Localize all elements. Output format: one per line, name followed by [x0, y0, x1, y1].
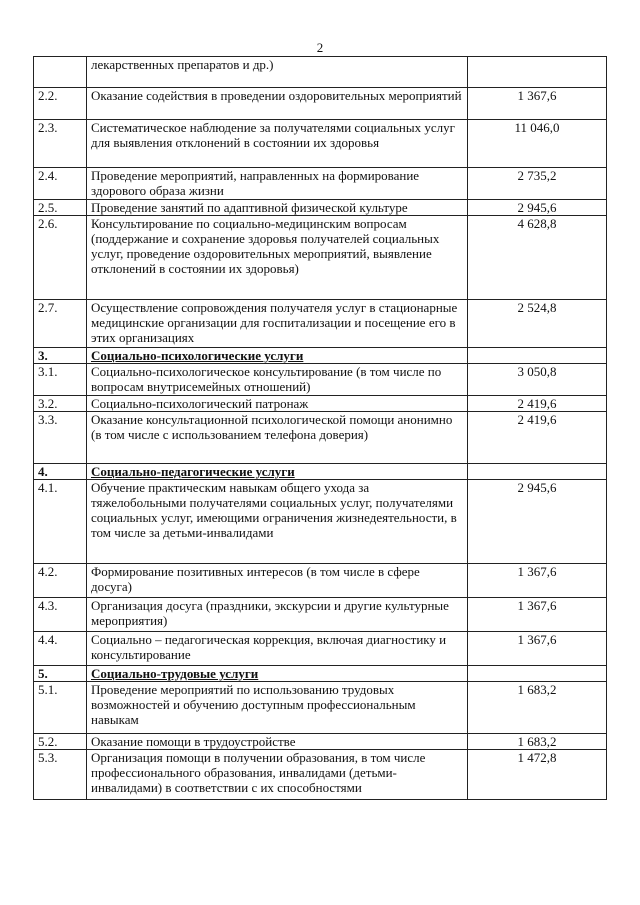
- service-price: 2 524,8: [468, 300, 607, 348]
- table-body: [34, 57, 607, 800]
- row-number: 3.2.: [34, 396, 87, 412]
- service-description: Организация досуга (праздники, экскурсии и другие культурные мероприятия): [87, 598, 468, 632]
- row-number: 3.1.: [34, 364, 87, 396]
- service-description: Оказание помощи в трудоустройстве: [87, 734, 468, 750]
- table-row: [34, 216, 607, 300]
- row-number: 4.4.: [34, 632, 87, 666]
- service-price: 1 683,2: [468, 682, 607, 734]
- row-number: 3.: [34, 348, 87, 364]
- service-description: лекарственных препаратов и др.): [87, 57, 468, 88]
- row-number: 5.: [34, 666, 87, 682]
- table-row: [34, 480, 607, 564]
- service-price: 1 367,6: [468, 88, 607, 120]
- table-row: [34, 200, 607, 216]
- row-number: 3.3.: [34, 412, 87, 464]
- row-number: 4.: [34, 464, 87, 480]
- service-description: Социально-трудовые услуги: [87, 666, 468, 682]
- row-number: 2.5.: [34, 200, 87, 216]
- service-price: [468, 348, 607, 364]
- table-row: [34, 750, 607, 800]
- service-price: 2 945,6: [468, 200, 607, 216]
- row-number: 2.6.: [34, 216, 87, 300]
- service-description: Проведение мероприятий по использованию трудовых возможностей и обучению доступным профессиональным навыкам: [87, 682, 468, 734]
- service-price: 4 628,8: [468, 216, 607, 300]
- row-number: 4.1.: [34, 480, 87, 564]
- section-header-row: [34, 464, 607, 480]
- table-row: [34, 632, 607, 666]
- service-price: 1 367,6: [468, 632, 607, 666]
- service-price: 2 419,6: [468, 412, 607, 464]
- row-number: 2.7.: [34, 300, 87, 348]
- service-price: [468, 57, 607, 88]
- service-price: 2 945,6: [468, 480, 607, 564]
- service-description: Социально-психологический патронаж: [87, 396, 468, 412]
- service-price: 2 419,6: [468, 396, 607, 412]
- row-number: 4.2.: [34, 564, 87, 598]
- service-description: Социально-психологические услуги: [87, 348, 468, 364]
- service-description: Социально-психологическое консультирование (в том числе по вопросам внутрисемейных отношений): [87, 364, 468, 396]
- section-header-row: [34, 348, 607, 364]
- row-number: 5.1.: [34, 682, 87, 734]
- service-description: Социально-педагогические услуги: [87, 464, 468, 480]
- table-row: [34, 364, 607, 396]
- service-price: [468, 464, 607, 480]
- table-row: [34, 564, 607, 598]
- service-price: 1 683,2: [468, 734, 607, 750]
- table-row: [34, 412, 607, 464]
- row-number: 2.4.: [34, 168, 87, 200]
- service-description: Организация помощи в получении образования, в том числе профессионального образования, инвалидами (детьми-инвалидами) в соответствии с их способностями: [87, 750, 468, 800]
- table-row: [34, 120, 607, 168]
- service-description: Проведение мероприятий, направленных на формирование здорового образа жизни: [87, 168, 468, 200]
- row-number: 4.3.: [34, 598, 87, 632]
- service-description: Формирование позитивных интересов (в том числе в сфере досуга): [87, 564, 468, 598]
- service-price: 2 735,2: [468, 168, 607, 200]
- table-row: [34, 168, 607, 200]
- service-description: Систематическое наблюдение за получателями социальных услуг для выявления отклонений в состоянии их здоровья: [87, 120, 468, 168]
- table-row: [34, 682, 607, 734]
- table-row: [34, 598, 607, 632]
- table-row: [34, 300, 607, 348]
- page-number: 2: [316, 40, 324, 55]
- service-description: Социально – педагогическая коррекция, включая диагностику и консультирование: [87, 632, 468, 666]
- table-row: [34, 734, 607, 750]
- service-description: Оказание содействия в проведении оздоровительных мероприятий: [87, 88, 468, 120]
- service-description: Осуществление сопровождения получателя услуг в стационарные медицинские организации для госпитализации и посещение его в этих организациях: [87, 300, 468, 348]
- service-description: Проведение занятий по адаптивной физической культуре: [87, 200, 468, 216]
- service-price: 1 472,8: [468, 750, 607, 800]
- service-price: [468, 666, 607, 682]
- table-row: [34, 57, 607, 88]
- service-price: 11 046,0: [468, 120, 607, 168]
- service-price: 1 367,6: [468, 598, 607, 632]
- row-number: 2.3.: [34, 120, 87, 168]
- table-row: [34, 88, 607, 120]
- service-price: 3 050,8: [468, 364, 607, 396]
- row-number: 2.2.: [34, 88, 87, 120]
- service-description: Обучение практическим навыкам общего ухода за тяжелобольными получателями социальных услуг, получателями социальных услуг, имеющими ограничения жизнедеятельности, в том числе за детьми-инвалидами: [87, 480, 468, 564]
- service-description: Оказание консультационной психологической помощи анонимно (в том числе с использованием телефона доверия): [87, 412, 468, 464]
- services-price-table: [33, 56, 607, 800]
- section-header-row: [34, 666, 607, 682]
- table-row: [34, 396, 607, 412]
- service-description: Консультирование по социально-медицинским вопросам (поддержание и сохранение здоровья получателей социальных услуг, проведение оздоровительных мероприятий, выявление отклонений в состоянии их здоровья): [87, 216, 468, 300]
- row-number: 5.3.: [34, 750, 87, 800]
- row-number: 5.2.: [34, 734, 87, 750]
- service-price: 1 367,6: [468, 564, 607, 598]
- row-number: [34, 57, 87, 88]
